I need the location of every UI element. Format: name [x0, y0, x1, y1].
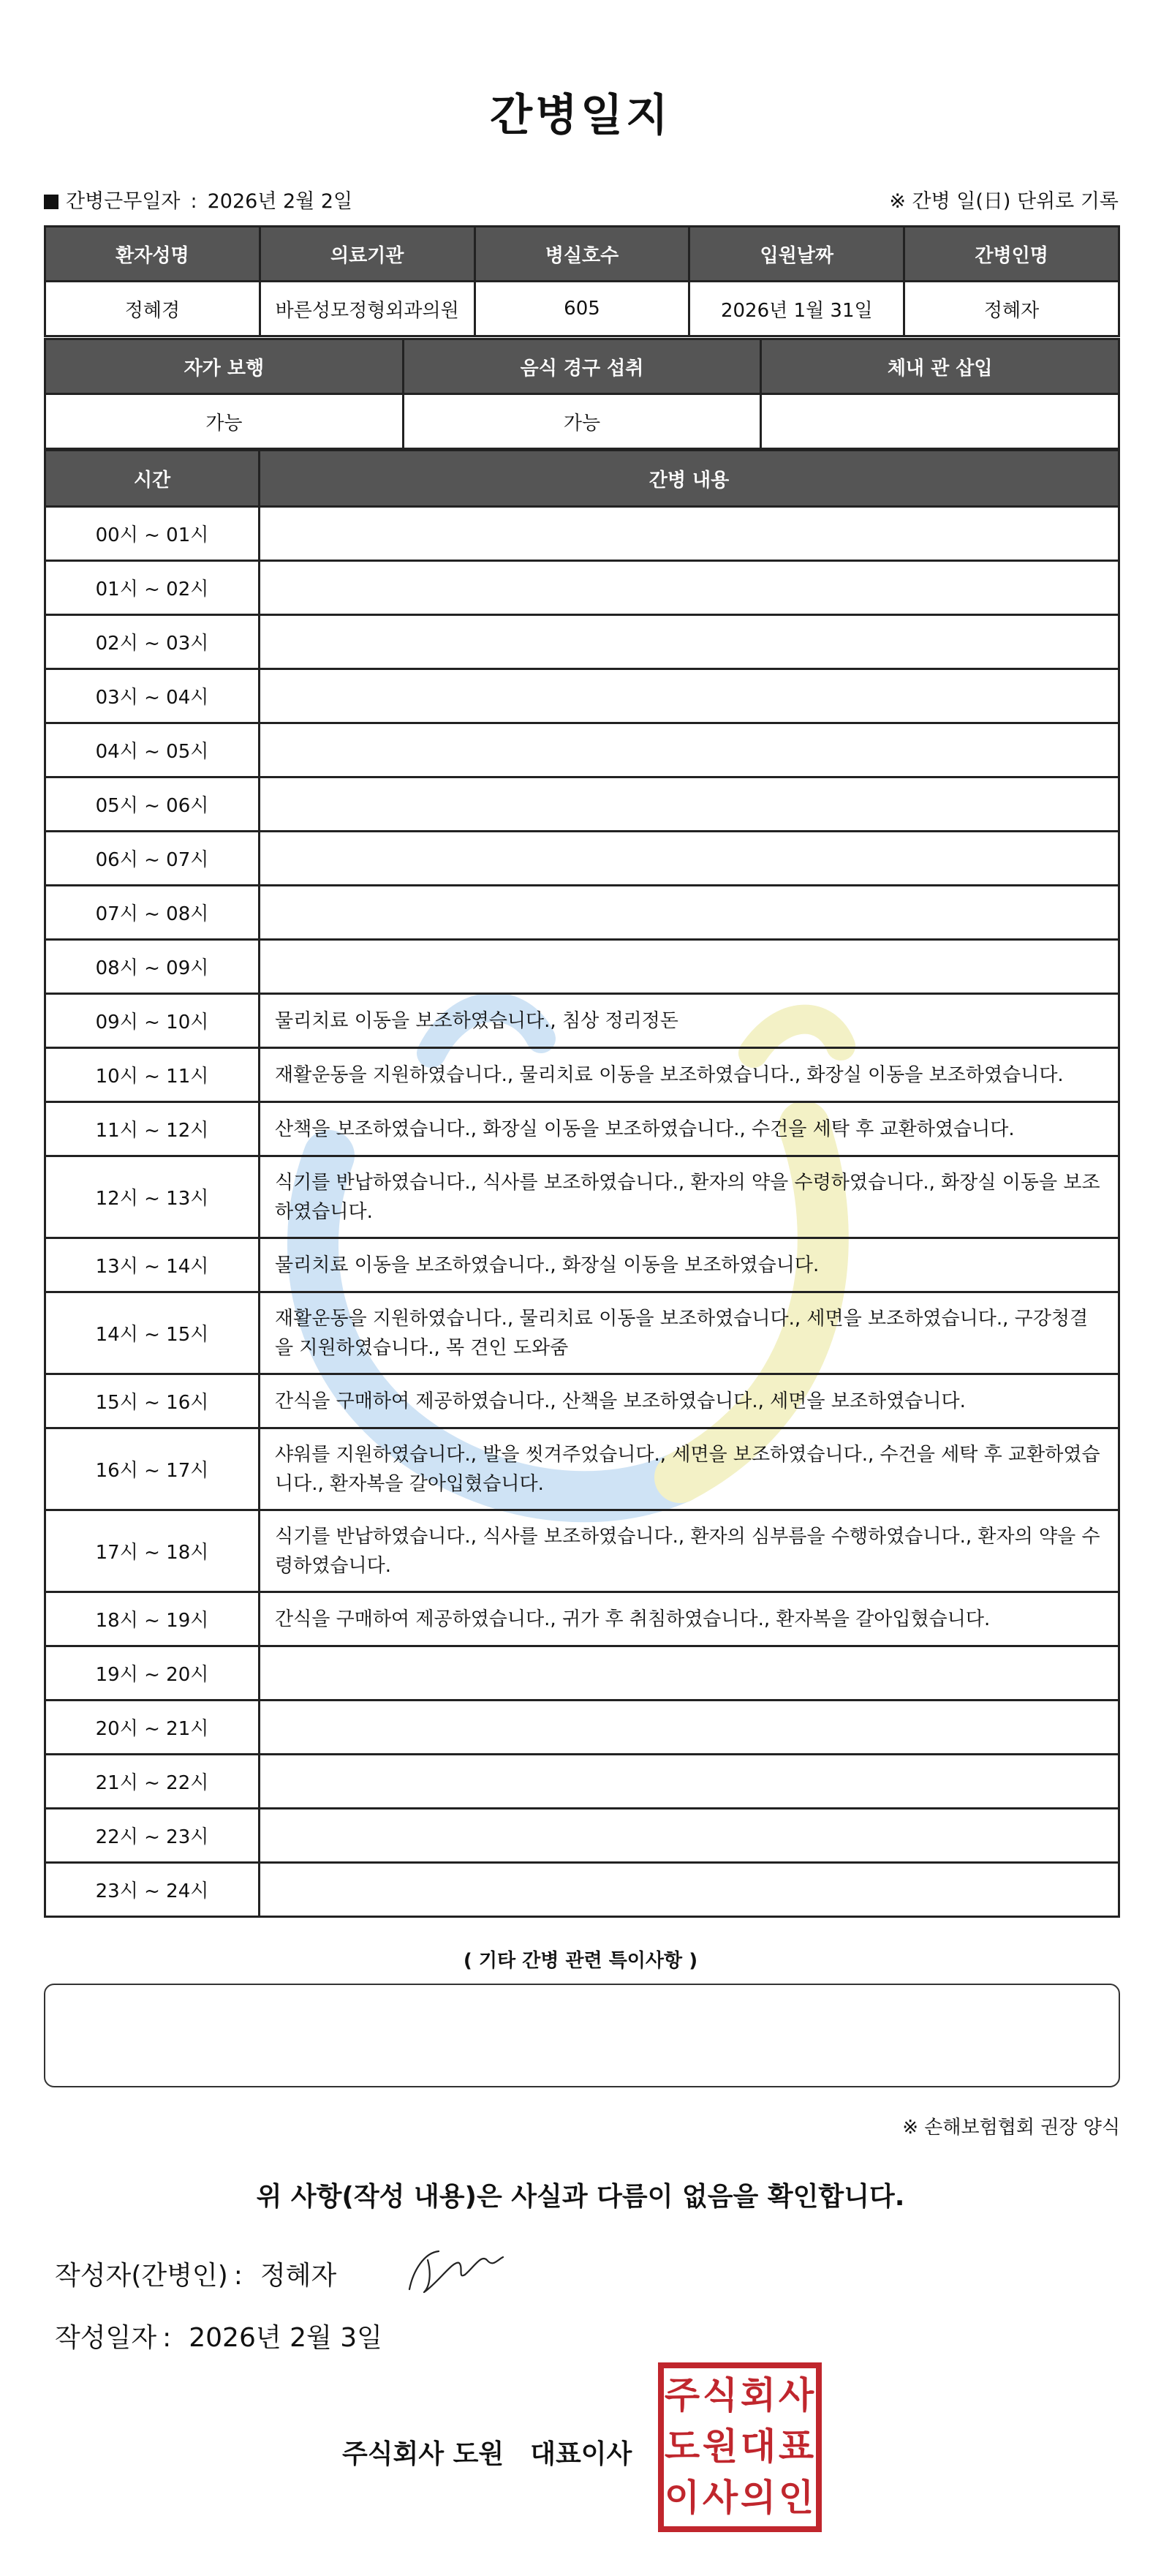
date-value: 2026년 2월 3일	[189, 2323, 382, 2353]
care-content	[260, 777, 1119, 832]
time-slot: 15시 ~ 16시	[45, 1374, 260, 1428]
patient-info-value-row	[45, 282, 1119, 336]
admission-date: 2026년 1월 31일	[689, 282, 904, 336]
seal-character: 이	[664, 2477, 700, 2519]
page-title: 간병일지	[490, 90, 671, 141]
time-slot: 00시 ~ 01시	[45, 507, 260, 561]
care-content	[260, 886, 1119, 940]
date-label: 작성일자	[55, 2323, 157, 2353]
time-slot: 10시 ~ 11시	[45, 1048, 260, 1102]
oral-intake: 가능	[403, 394, 761, 449]
care-content	[260, 1863, 1119, 1917]
seal-character: 표	[778, 2425, 814, 2468]
status-table	[44, 338, 1120, 450]
seal-character: 인	[778, 2477, 814, 2519]
table-row	[45, 1510, 1119, 1592]
table-row	[45, 1809, 1119, 1863]
table-row	[45, 507, 1119, 561]
time-slot: 08시 ~ 09시	[45, 940, 260, 994]
status-header-row	[45, 339, 1119, 394]
header-admission-date: 입원날짜	[689, 227, 904, 282]
care-content: 간식을 구매하여 제공하였습니다., 산책을 보조하였습니다., 세면을 보조하였습니다.	[260, 1374, 1119, 1428]
care-content	[260, 723, 1119, 777]
care-content	[260, 561, 1119, 615]
table-row	[45, 1592, 1119, 1646]
care-content: 샤워를 지원하였습니다., 발을 씻겨주었습니다., 세면을 보조하였습니다., 수건을 세탁 후 교환하였습니다., 환자복을 갈아입혔습니다.	[260, 1428, 1119, 1510]
time-slot: 11시 ~ 12시	[45, 1102, 260, 1156]
table-row	[45, 1292, 1119, 1374]
care-content: 물리치료 이동을 보조하였습니다., 화장실 이동을 보조하였습니다.	[260, 1238, 1119, 1292]
table-row	[45, 832, 1119, 886]
care-log-table	[44, 449, 1120, 1918]
table-row	[45, 561, 1119, 615]
time-slot: 14시 ~ 15시	[45, 1292, 260, 1374]
time-slot: 09시 ~ 10시	[45, 994, 260, 1048]
writer-line: 작성자(간병인) : 정혜자	[55, 2255, 336, 2292]
header-institution: 의료기관	[260, 227, 474, 282]
confirmation-statement: 위 사항(작성 내용)은 사실과 다름이 없음을 확인합니다.	[256, 2182, 905, 2212]
date-line: 작성일자 : 2026년 2월 3일	[55, 2317, 382, 2354]
handwritten-signature	[395, 2238, 512, 2297]
work-date: 간병근무일자 : 2026년 2월 2일	[44, 185, 352, 214]
table-row	[45, 886, 1119, 940]
company-seal	[658, 2362, 822, 2532]
institution: 바른성모정형외과의원	[260, 282, 474, 336]
care-content	[260, 832, 1119, 886]
care-content	[260, 1809, 1119, 1863]
time-slot: 19시 ~ 20시	[45, 1646, 260, 1701]
time-slot: 20시 ~ 21시	[45, 1701, 260, 1755]
table-row	[45, 1428, 1119, 1510]
remarks-title: ( 기타 간병 관련 특이사항 )	[463, 1950, 698, 1972]
self-walking: 가능	[45, 394, 404, 449]
care-content: 재활운동을 지원하였습니다., 물리치료 이동을 보조하였습니다., 세면을 보조하였습니다., 구강청결을 지원하였습니다., 목 견인 도와줌	[260, 1292, 1119, 1374]
care-content	[260, 1755, 1119, 1809]
table-row	[45, 1755, 1119, 1809]
table-row	[45, 723, 1119, 777]
time-slot: 04시 ~ 05시	[45, 723, 260, 777]
company-name: 주식회사 도원	[342, 2439, 504, 2469]
header-caregiver-name: 간병인명	[904, 227, 1119, 282]
care-content: 식기를 반납하였습니다., 식사를 보조하였습니다., 환자의 심부름을 수행하였습니다., 환자의 약을 수령하였습니다.	[260, 1510, 1119, 1592]
time-slot: 22시 ~ 23시	[45, 1809, 260, 1863]
time-slot: 01시 ~ 02시	[45, 561, 260, 615]
company-role: 대표이사	[530, 2439, 632, 2469]
table-row	[45, 1701, 1119, 1755]
care-content	[260, 1701, 1119, 1755]
patient-name: 정혜경	[45, 282, 260, 336]
time-slot: 12시 ~ 13시	[45, 1156, 260, 1238]
time-slot: 23시 ~ 24시	[45, 1863, 260, 1917]
care-content	[260, 940, 1119, 994]
care-content	[260, 507, 1119, 561]
seal-character: 원	[702, 2425, 738, 2468]
time-slot: 21시 ~ 22시	[45, 1755, 260, 1809]
company-line	[342, 2433, 632, 2471]
table-row	[45, 1863, 1119, 1917]
header-care-content: 간병 내용	[260, 451, 1119, 507]
room-number: 605	[474, 282, 689, 336]
time-slot: 17시 ~ 18시	[45, 1510, 260, 1592]
table-row	[45, 1156, 1119, 1238]
seal-character: 사	[702, 2477, 738, 2519]
table-row	[45, 1646, 1119, 1701]
time-slot: 03시 ~ 04시	[45, 669, 260, 723]
unit-note: ※ 간병 일(日) 단위로 기록	[889, 190, 1119, 213]
seal-character: 주	[664, 2374, 700, 2417]
header-time: 시간	[45, 451, 260, 507]
header-room: 병실호수	[474, 227, 689, 282]
table-row	[45, 669, 1119, 723]
care-content	[260, 669, 1119, 723]
time-slot: 13시 ~ 14시	[45, 1238, 260, 1292]
table-row	[45, 940, 1119, 994]
patient-info-header-row	[45, 227, 1119, 282]
patient-info-table	[44, 225, 1120, 337]
work-date-value: 2026년 2월 2일	[207, 190, 353, 213]
work-date-label: 간병근무일자	[66, 190, 181, 213]
table-row	[45, 1048, 1119, 1102]
header-patient-name: 환자성명	[45, 227, 260, 282]
time-slot: 06시 ~ 07시	[45, 832, 260, 886]
standard-form-note: ※ 손해보험협회 권장 양식	[902, 2117, 1120, 2139]
care-log-header-row	[45, 451, 1119, 507]
header-tube-insertion: 체내 관 삽입	[761, 339, 1119, 394]
tube-insertion	[761, 394, 1119, 449]
care-content	[260, 615, 1119, 669]
seal-character: 의	[740, 2477, 776, 2519]
care-content: 물리치료 이동을 보조하였습니다., 침상 정리정돈	[260, 994, 1119, 1048]
care-log-body	[45, 507, 1119, 1917]
seal-character: 도	[664, 2425, 700, 2468]
table-row	[45, 1102, 1119, 1156]
table-row	[45, 615, 1119, 669]
care-content: 간식을 구매하여 제공하였습니다., 귀가 후 취침하였습니다., 환자복을 갈아입혔습니다.	[260, 1592, 1119, 1646]
seal-character: 회	[740, 2374, 776, 2417]
writer-name: 정혜자	[260, 2261, 337, 2291]
header-self-walking: 자가 보행	[45, 339, 404, 394]
seal-character: 사	[778, 2374, 814, 2417]
header-oral-intake: 음식 경구 섭취	[403, 339, 761, 394]
time-slot: 05시 ~ 06시	[45, 777, 260, 832]
table-row	[45, 777, 1119, 832]
seal-character: 대	[740, 2425, 776, 2468]
time-slot: 18시 ~ 19시	[45, 1592, 260, 1646]
table-row	[45, 994, 1119, 1048]
square-bullet-icon	[44, 195, 58, 209]
care-content: 식기를 반납하였습니다., 식사를 보조하였습니다., 환자의 약을 수령하였습니다., 화장실 이동을 보조하였습니다.	[260, 1156, 1119, 1238]
time-slot: 02시 ~ 03시	[45, 615, 260, 669]
remarks-box	[44, 1984, 1120, 2087]
caregiver-name: 정혜자	[904, 282, 1119, 336]
time-slot: 16시 ~ 17시	[45, 1428, 260, 1510]
care-content	[260, 1646, 1119, 1701]
status-value-row	[45, 394, 1119, 449]
writer-label: 작성자(간병인)	[55, 2261, 228, 2291]
table-row	[45, 1238, 1119, 1292]
care-content: 재활운동을 지원하였습니다., 물리치료 이동을 보조하였습니다., 화장실 이동을 보조하였습니다.	[260, 1048, 1119, 1102]
time-slot: 07시 ~ 08시	[45, 886, 260, 940]
care-content: 산책을 보조하였습니다., 화장실 이동을 보조하였습니다., 수건을 세탁 후 교환하였습니다.	[260, 1102, 1119, 1156]
table-row	[45, 1374, 1119, 1428]
seal-character: 식	[702, 2374, 738, 2417]
